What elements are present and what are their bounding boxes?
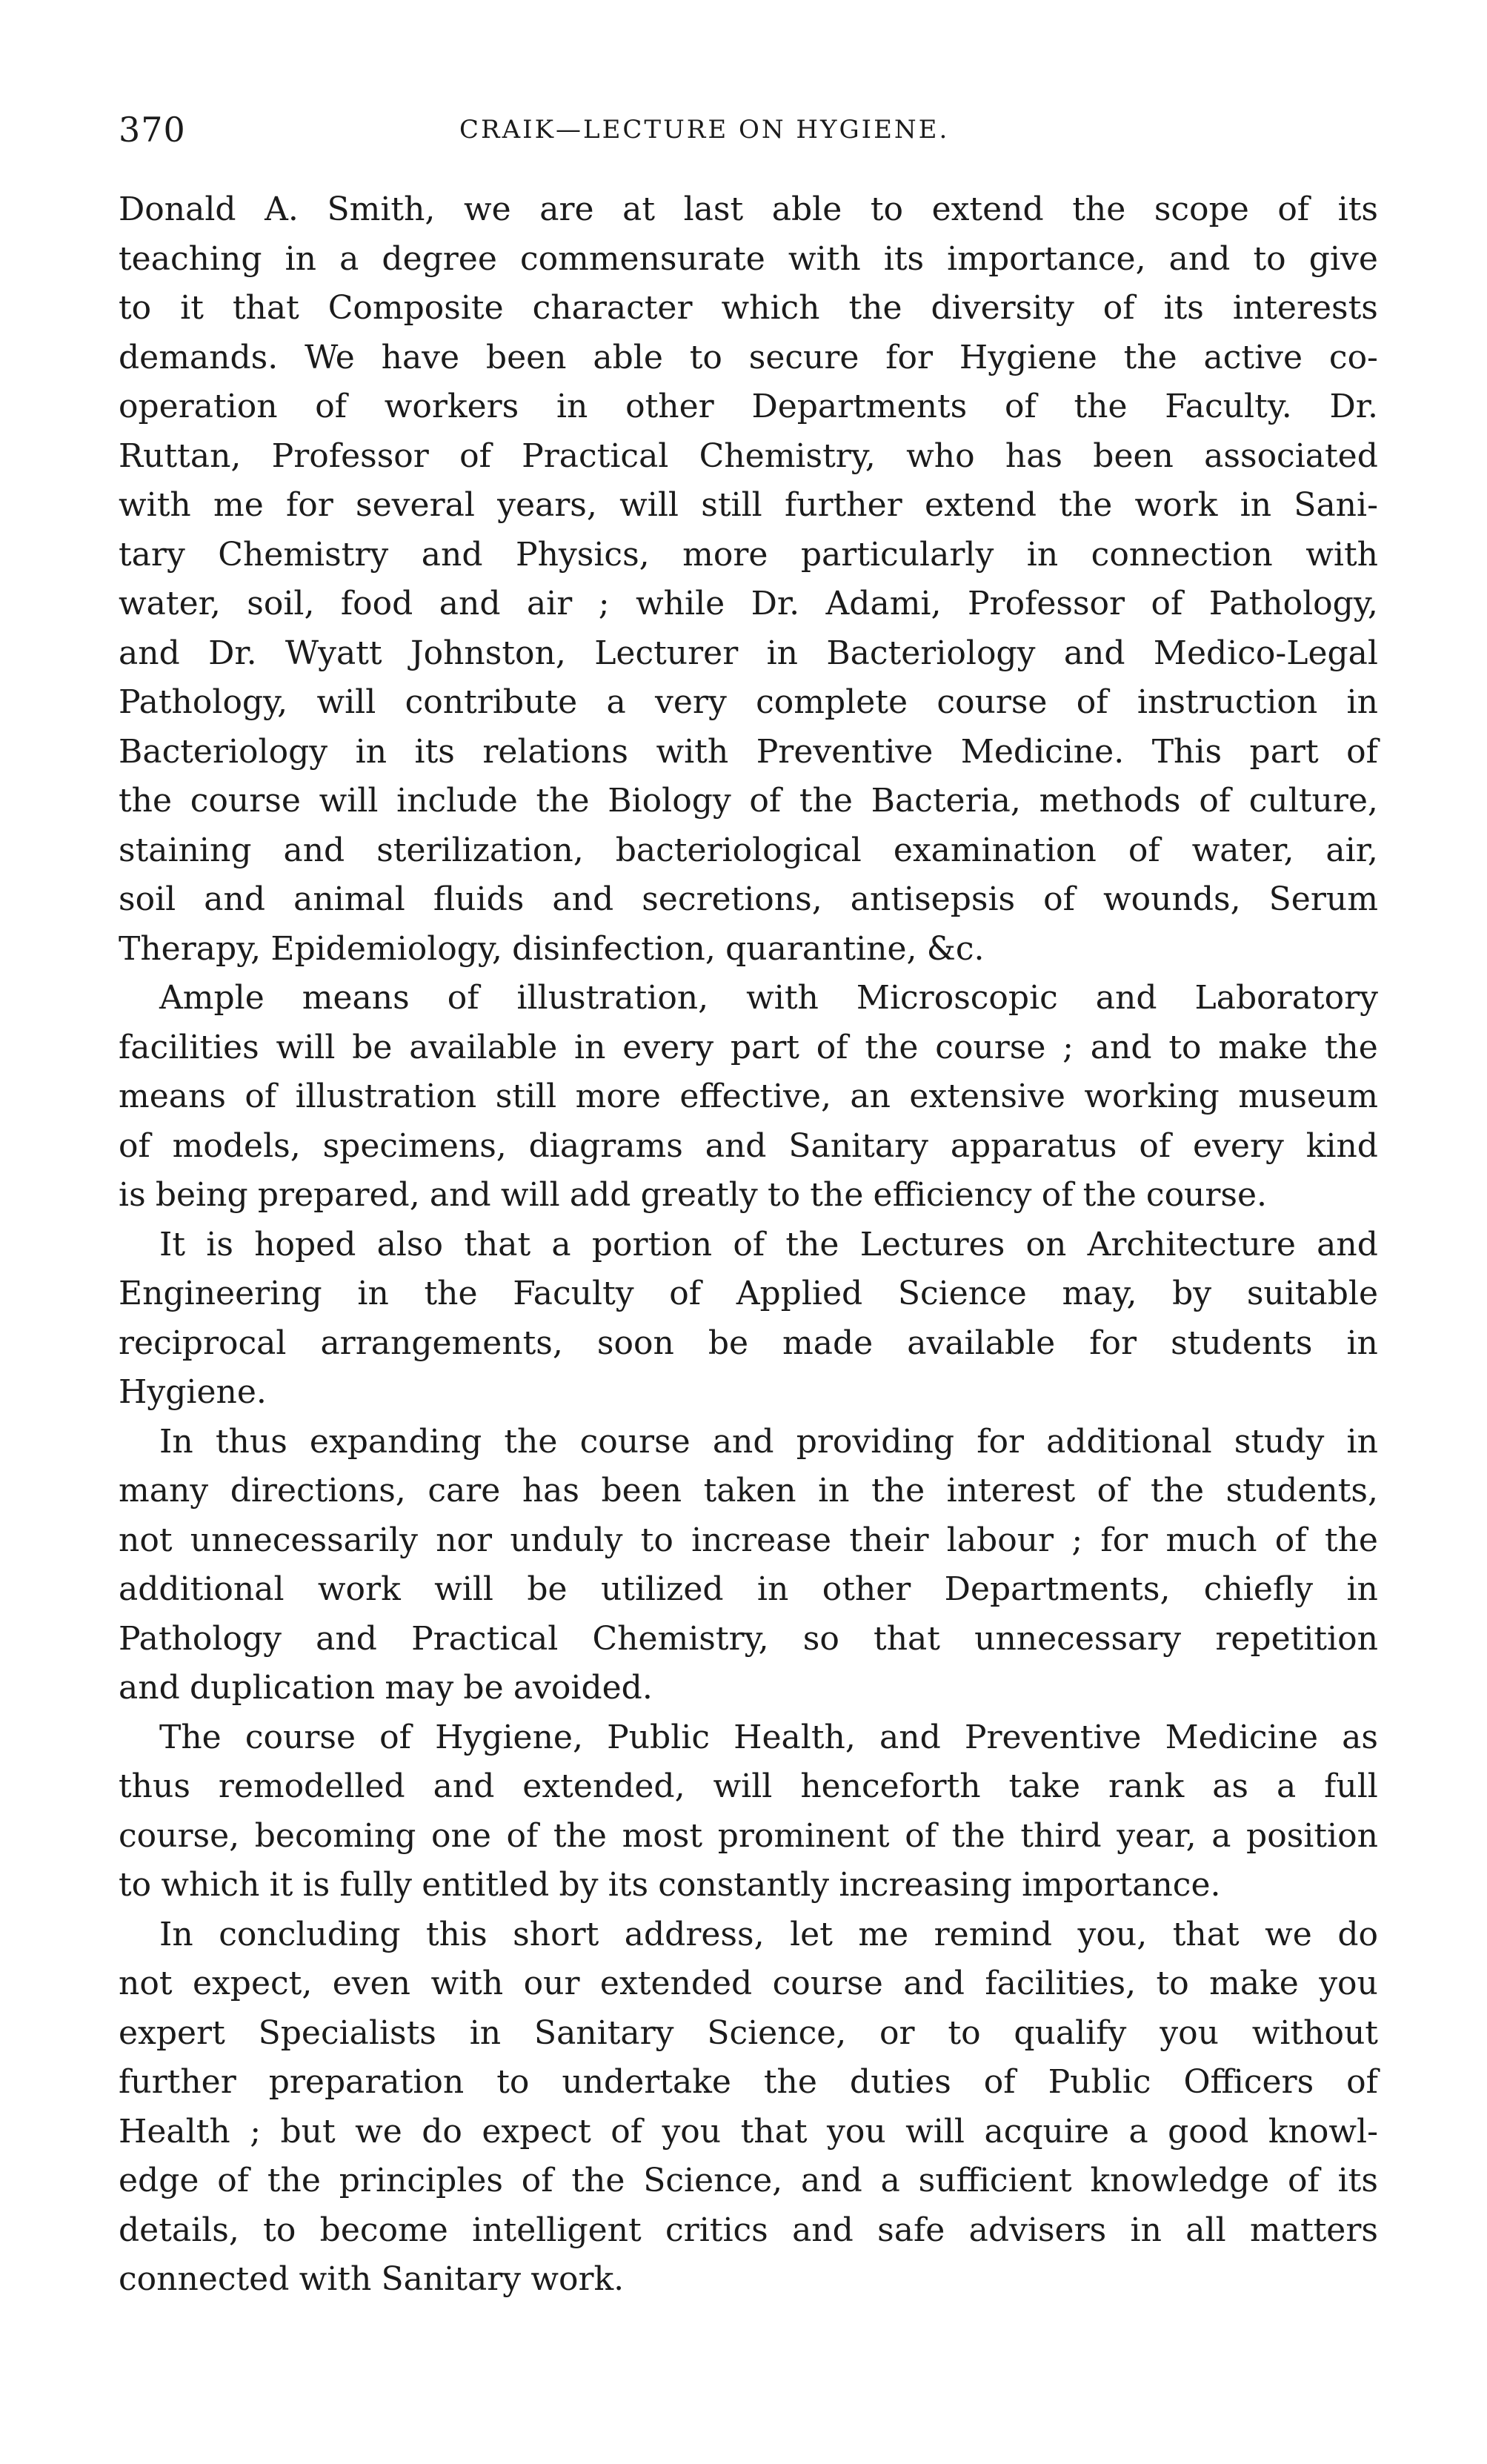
text-line: operation of workers in other Departments of the Faculty. Dr. (119, 388, 1378, 425)
text-line: of models, specimens, diagrams and Sanitary apparatus of every kind (119, 1126, 1378, 1165)
text-line: facilities will be available in every part of the course ; and to make the (119, 1028, 1378, 1066)
text-line: Bacteriology in its relations with Preventive Medicine. This part of (119, 732, 1378, 771)
text-line: demands. We have been able to secure for Hygiene the active co- (119, 338, 1378, 376)
text-line: The course of Hygiene, Public Health, and Preventive Medicine as (159, 1718, 1378, 1756)
text-line: edge of the principles of the Science, and a sufficient knowledge of its (119, 2162, 1378, 2199)
text-line: soil and animal fluids and secretions, antisepsis of wounds, Serum (119, 880, 1378, 918)
text-line: additional work will be utilized in other Departments, chiefly in (119, 1570, 1378, 1608)
text-line: water, soil, food and air ; while Dr. Adami, Professor of Pathology, (119, 585, 1378, 622)
text-line: Hygiene. (119, 1373, 267, 1411)
text-line: course, becoming one of the most prominent of the third year, a position (119, 1816, 1378, 1855)
text-line: expert Specialists in Sanitary Science, or to qualify you without (119, 2013, 1378, 2052)
text-line: details, to become intelligent critics and safe advisers in all matters (119, 2211, 1378, 2249)
text-line: Health ; but we do expect of you that you will acquire a good knowl- (119, 2112, 1378, 2151)
text-line: Ample means of illustration, with Microscopic and Laboratory (159, 979, 1378, 1017)
text-line: many directions, care has been taken in the interest of the students, (119, 1472, 1378, 1510)
text-line: means of illustration still more effective, an extensive working museum (119, 1077, 1378, 1115)
text-line: not unnecessarily nor unduly to increase their labour ; for much of the (119, 1521, 1378, 1559)
text-line: Donald A. Smith, we are at last able to extend the scope of its (119, 190, 1378, 228)
text-line: is being prepared, and will add greatly to the efficiency of the course. (119, 1176, 1268, 1214)
page-header (119, 104, 1378, 156)
running-head: CRAIK—LECTURE ON HYGIENE. (459, 115, 950, 145)
text-line: In thus expanding the course and providing for additional study in (159, 1422, 1378, 1461)
page-number: 370 (119, 110, 186, 150)
text-line: Therapy, Epidemiology, disinfection, quarantine, &c. (119, 929, 985, 968)
text-line: tary Chemistry and Physics, more particularly in connection with (119, 535, 1378, 574)
text-line: with me for several years, will still further extend the work in Sani- (119, 486, 1378, 524)
text-line: Ruttan, Professor of Practical Chemistry, who has been associated (119, 436, 1378, 475)
text-line: to which it is fully entitled by its constantly increasing importance. (119, 1866, 1221, 1904)
text-line: to it that Composite character which the diversity of its interests (119, 289, 1378, 327)
text-line: teaching in a degree commensurate with its importance, and to give (119, 239, 1378, 278)
text-line: and Dr. Wyatt Johnston, Lecturer in Bacteriology and Medico-Legal (119, 634, 1378, 672)
text-line: In concluding this short address, let me remind you, that we do (159, 1915, 1378, 1953)
text-line: reciprocal arrangements, soon be made available for students in (119, 1324, 1378, 1362)
text-line: It is hoped also that a portion of the Lectures on Architecture and (159, 1225, 1378, 1263)
text-line: the course will include the Biology of the Bacteria, methods of culture, (119, 782, 1378, 820)
text-line: thus remodelled and extended, will henceforth take rank as a full (119, 1767, 1378, 1805)
body-text (119, 185, 1378, 2305)
text-line: connected with Sanitary work. (119, 2260, 625, 2298)
text-line: Pathology and Practical Chemistry, so that unnecessary repetition (119, 1619, 1378, 1658)
text-line: further preparation to undertake the duties of Public Officers of (119, 2063, 1378, 2101)
text-line: Engineering in the Faculty of Applied Science may, by suitable (119, 1275, 1378, 1312)
text-line: staining and sterilization, bacteriological examination of water, air, (119, 831, 1378, 869)
text-line: Pathology, will contribute a very complete course of instruction in (119, 683, 1378, 721)
text-line: not expect, even with our extended course and facilities, to make you (119, 1965, 1378, 2002)
text-line: and duplication may be avoided. (119, 1669, 653, 1707)
